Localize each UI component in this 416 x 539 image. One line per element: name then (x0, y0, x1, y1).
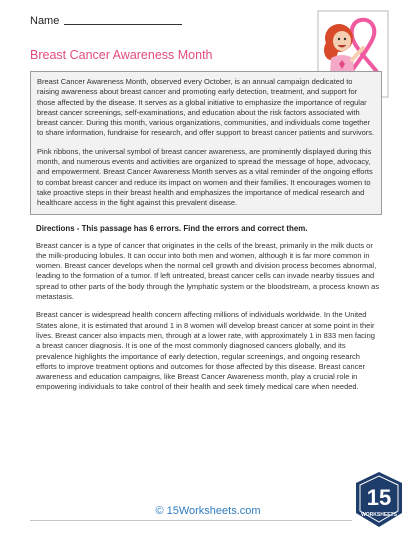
worksheet-title: Breast Cancer Awareness Month (30, 48, 213, 62)
intro-paragraph: Pink ribbons, the universal symbol of breast cancer awareness, are prominently displayed during this month, and numerous events and activities are organized to spread the message of hope, advocacy, and empowerment. Breast Cancer Awareness Month serves as a vital reminder of the ongoing efforts to combat breast cancer and reduce its impact on women and their families. It encourages women to take proactive steps in their breast health and emphasizes the importance of medical research and healthcare access in the fight against this prevalent disease. (37, 146, 373, 208)
logo-number: 15 (366, 485, 392, 510)
intro-text-box (30, 71, 382, 215)
logo-wordmark: WORKSHEETS (361, 512, 397, 518)
footer-copyright[interactable]: © 15Worksheets.com (155, 505, 261, 517)
name-blank-line[interactable] (64, 24, 182, 25)
worksheets-logo (354, 471, 404, 529)
error-passage (36, 241, 380, 393)
name-label: Name (30, 15, 60, 27)
footer-divider (30, 520, 352, 521)
directions-text: Directions - This passage has 6 errors. Find the errors and correct them. (36, 223, 308, 233)
worksheet-content (30, 48, 382, 401)
passage-paragraph: Breast cancer is a type of cancer that originates in the cells of the breast, primarily in the milk ducts or the milk-producing lobules. It can occur into both men and women, although it is far more common in women. Breast cancer develops when the normal cell growth and division process becomes abnormal, leading to the formation of a tumor. If left untreated, breast cancer cells can invade nearby tissues and spread to other parts of the body through the lymphatic system or the bloodstream, a process known as metastasis. (36, 240, 380, 302)
name-field-row (30, 15, 182, 27)
passage-paragraph: Breast cancer is widespread health concern affecting millions of individuals worldwide. In the United States alone, it is estimated that around 1 in 8 women will develop breast cancer at some point in their lives. Breast cancer also impacts men, through at a lower rate, with approximately 1 in 833 men facing a breast cancer diagnosis. It is one of the most commonly diagnosed cancers globally, and its prevalence highlights the importance of early detection, regular screenings, and ongoing research efforts to improve treatment options and outcomes for those affected by this disease. Breast cancer awareness and education campaigns, like Breast Cancer Awareness month, play a crucial role in empowering individuals to take control of their health and seek timely medical care when needed. (36, 310, 375, 392)
intro-paragraph: Breast Cancer Awareness Month, observed every October, is an annual campaign dedicated to raising awareness about breast cancer and promoting early detection, treatment, and support for those affected by the disease. It serves as a global initiative to emphasize the importance of regular breast cancer screenings, self-examinations, and education about the risk factors associated with breast cancer. During this month, various organizations, communities, and individuals come together to share information, fundraise for research, and offer support to breast cancer patients and survivors. (37, 77, 375, 138)
